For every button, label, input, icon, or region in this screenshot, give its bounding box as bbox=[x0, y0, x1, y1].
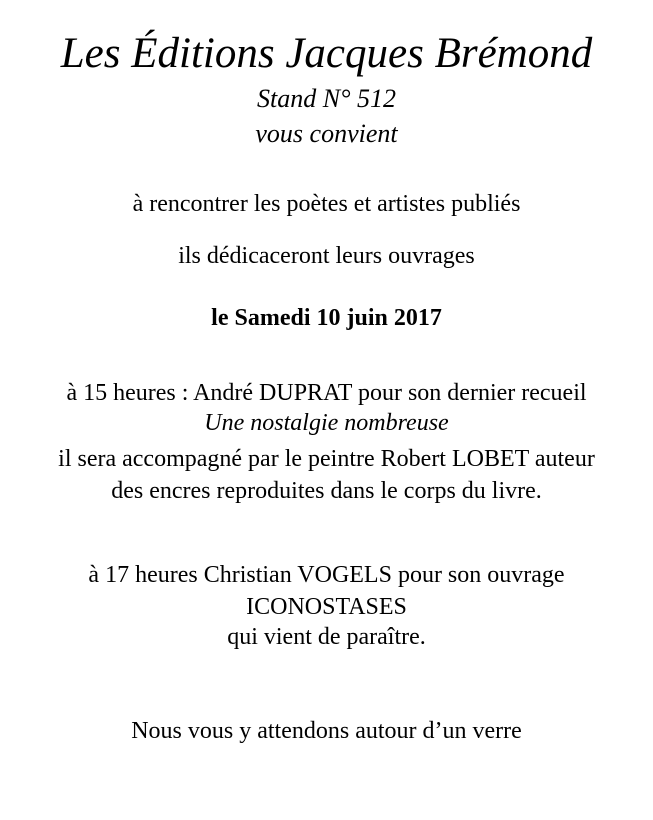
event-2-details: qui vient de paraître. bbox=[227, 624, 426, 650]
signing-line: ils dédicaceront leurs ouvrages bbox=[178, 243, 475, 269]
stand-number: Stand N° 512 bbox=[257, 84, 396, 113]
event-2-time-author: à 17 heures Christian VOGELS pour son ouvrage bbox=[88, 562, 565, 588]
event-date: le Samedi 10 juin 2017 bbox=[211, 305, 442, 331]
invites-line: vous convient bbox=[255, 119, 398, 148]
event-1-painter: il sera accompagné par le peintre Robert LOBET auteur bbox=[58, 446, 595, 472]
purpose-line: à rencontrer les poètes et artistes publiés bbox=[132, 191, 521, 217]
event-1-details: des encres reproduites dans le corps du livre. bbox=[111, 478, 542, 504]
event-2-book-title: ICONOSTASES bbox=[246, 594, 407, 620]
closing-line: Nous vous y attendons autour d’un verre bbox=[131, 718, 522, 744]
publisher-title: Les Éditions Jacques Brémond bbox=[60, 30, 593, 77]
event-1-time-author: à 15 heures : André DUPRAT pour son dernier recueil bbox=[66, 380, 587, 406]
event-1-book-title: Une nostalgie nombreuse bbox=[204, 410, 449, 436]
